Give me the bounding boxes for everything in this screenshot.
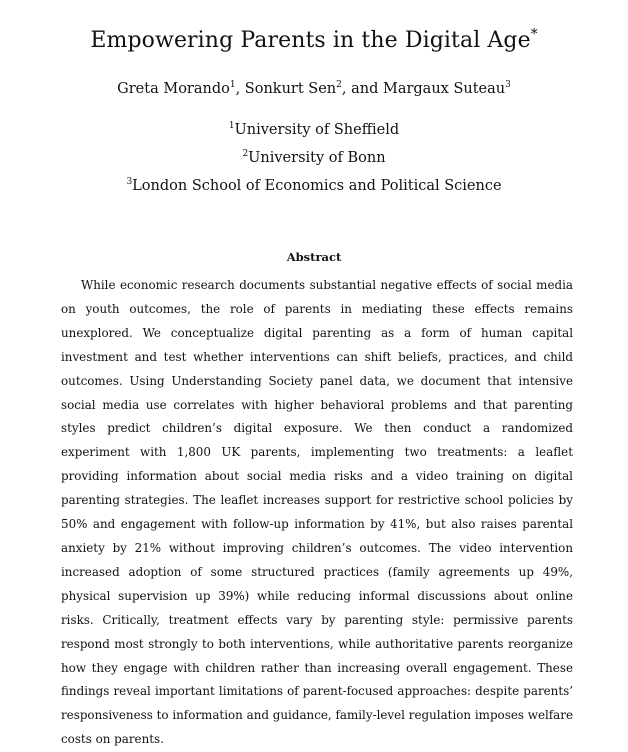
affiliation-number: 3 xyxy=(126,177,133,188)
affiliation-number: 1 xyxy=(228,121,235,132)
affiliation xyxy=(0,149,628,167)
title-footnote-marker: * xyxy=(530,26,538,43)
author-name: Margaux Suteau xyxy=(382,81,506,97)
affiliation-name: University of Sheffield xyxy=(234,122,400,138)
author-name: Sonkurt Sen xyxy=(244,81,337,97)
affiliation xyxy=(0,177,628,195)
author-separator: , and xyxy=(341,81,383,97)
paper-title: Empowering Parents in the Digital Age xyxy=(90,28,531,53)
affiliation-name: London School of Economics and Political Science xyxy=(132,178,502,194)
abstract-heading: Abstract xyxy=(286,250,342,264)
affiliation-name: University of Bonn xyxy=(248,150,386,166)
abstract-body: While economic research documents substantial negative effects of social media on youth outcomes, the role of parents in mediating these effects remains unexplored. We conceptualize digital parenting as a form of human capital investment and test whether interventions can shift beliefs, practices, and child outcomes. Using Understanding Society panel data, we document that intensive social media use correlates with higher behavioral problems and that parenting styles predict children’s digital exposure. We then conduct a randomized experiment with 1,800 UK parents, implementing two treatments: a leaflet providing information about social media risks and a video training on digital parenting strategies. The leaflet increases support for restrictive school policies by 50% and engagement with follow-up information by 41%, but also raises parental anxiety by 21% without improving children’s outcomes. The video intervention increased adoption of some structured practices (family agreements up 49%, physical supervision up 39%) while reducing informal discussions about online risks. Critically, treatment effects vary by parenting style: permissive parents respond most strongly to both interventions, while authoritative parents reorganize how they engage with children rather than increasing overall engagement. These findings reveal important limitations of parent-focused approaches: despite parents’ responsiveness to information and guidance, family-level regulation imposes welfare costs on parents. xyxy=(61,278,573,747)
author-separator: , xyxy=(235,81,245,97)
author-list xyxy=(0,80,628,98)
author-name: Greta Morando xyxy=(117,81,230,97)
author-affiliation-number: 2 xyxy=(336,80,342,91)
affiliation-number: 2 xyxy=(242,149,249,160)
affiliation xyxy=(0,121,628,139)
author-affiliation-number: 3 xyxy=(505,80,511,91)
author-affiliation-number: 1 xyxy=(229,80,236,91)
paper-title-line xyxy=(0,28,628,54)
